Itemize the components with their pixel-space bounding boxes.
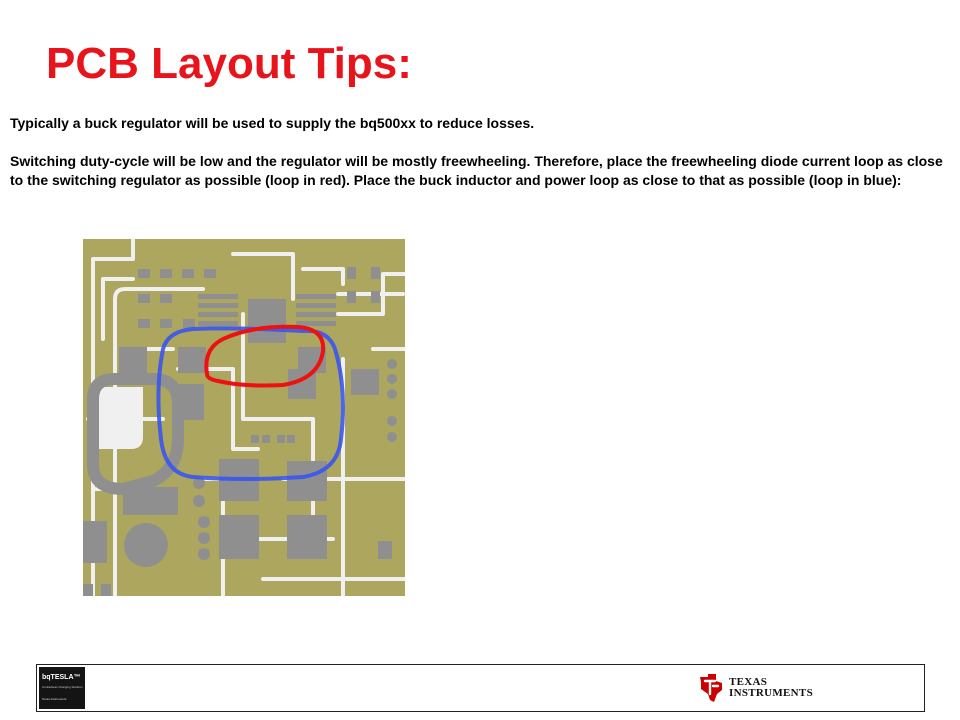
bqtesla-logo-company: Texas Instruments	[42, 697, 67, 701]
texas-instruments-logo	[697, 673, 827, 703]
ti-wordmark-line2: INSTRUMENTS	[729, 687, 813, 699]
ti-wordmark	[729, 677, 813, 699]
paragraph-loop-placement: Switching duty-cycle will be low and the regulator will be mostly freewheeling. Therefore, place the freewheeling diode current loop as close to the switching regulator as possible (loop in red). Place the buck inductor and power loop as close to that as possible (loop in blue):	[10, 153, 943, 188]
slide-body	[10, 114, 950, 190]
slide-footer	[36, 664, 925, 712]
ti-state-logo-icon	[697, 673, 725, 703]
paragraph-buck-regulator: Typically a buck regulator will be used to supply the bq500xx to reduce losses.	[10, 115, 535, 131]
pcb-layout-image	[83, 239, 405, 596]
bqtesla-logo-tagline: Contactless Charging Solution	[42, 685, 83, 689]
ti-wordmark-line1: TEXAS	[729, 676, 768, 688]
bqtesla-logo-name: bqTESLA™	[42, 674, 81, 681]
pcb-copper-pour	[93, 387, 143, 449]
bqtesla-logo	[39, 667, 85, 709]
slide-title: PCB Layout Tips:	[46, 39, 412, 88]
